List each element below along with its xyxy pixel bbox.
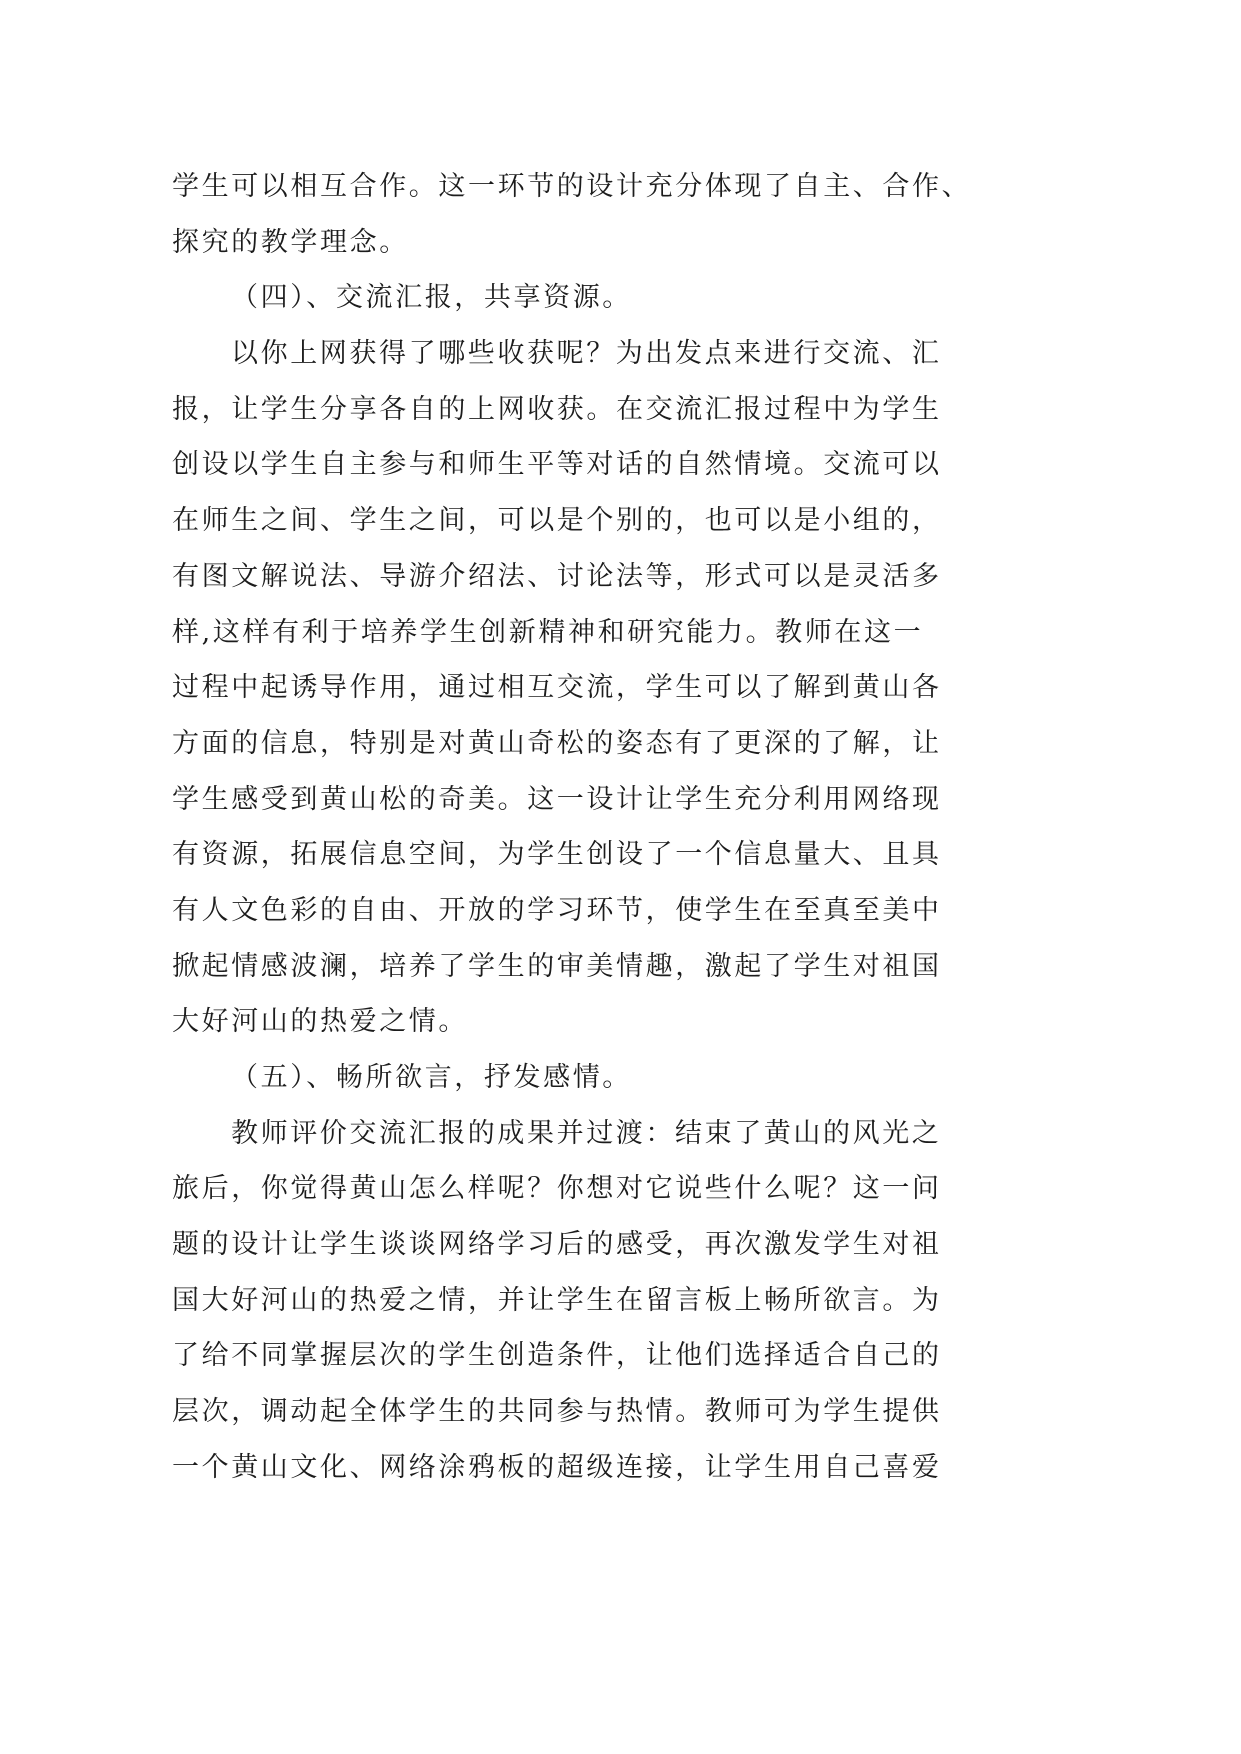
text-line: 以你上网获得了哪些收获呢？为出发点来进行交流、汇: [231, 338, 942, 370]
text-line: 有资源，拓展信息空间，为学生创设了一个信息量大、且具: [172, 839, 942, 871]
text-line: 学生感受到黄山松的奇美。这一设计让学生充分利用网络现: [172, 783, 942, 815]
text-line: 大好河山的热爱之情。: [172, 1006, 468, 1038]
text-line: 学生可以相互合作。这一环节的设计充分体现了自主、合作、: [172, 171, 972, 202]
text-line: 创设以学生自主参与和师生平等对话的自然情境。交流可以: [172, 449, 942, 481]
body-paragraph: [172, 159, 972, 270]
section-heading-text: （四）、交流汇报，共享资源。: [231, 282, 632, 314]
text-line: 旅后，你觉得黄山怎么样呢？你想对它说些什么呢？这一问: [172, 1173, 942, 1205]
section-heading-text: （五）、畅所欲言，抒发感情。: [231, 1062, 632, 1093]
text-line: 国大好河山的热爱之情，并让学生在留言板上畅所欲言。为: [172, 1284, 942, 1316]
body-paragraph: [172, 326, 952, 1050]
text-line: 有图文解说法、导游介绍法、讨论法等，形式可以是灵活多: [172, 560, 942, 592]
text-line: 教师评价交流汇报的成果并过渡：结束了黄山的风光之: [231, 1117, 942, 1149]
section-heading: [172, 270, 952, 326]
text-line: 报，让学生分享各自的上网收获。在交流汇报过程中为学生: [172, 393, 942, 425]
section-heading: [172, 1050, 952, 1106]
text-line: 样,这样有利于培养学生创新精神和研究能力。教师在这一: [172, 616, 924, 648]
text-line: 一个黄山文化、网络涂鸦板的超级连接，让学生用自己喜爱: [172, 1451, 942, 1483]
text-line: 题的设计让学生谈谈网络学习后的感受，再次激发学生对祖: [172, 1229, 942, 1261]
text-line: 探究的教学理念。: [172, 226, 409, 258]
text-line: 有人文色彩的自由、开放的学习环节，使学生在至真至美中: [172, 894, 942, 926]
text-line: 在师生之间、学生之间，可以是个别的，也可以是小组的，: [172, 505, 942, 537]
text-line: 了给不同掌握层次的学生创造条件，让他们选择适合自己的: [172, 1340, 942, 1372]
body-paragraph: [172, 1106, 952, 1496]
text-line: 方面的信息，特别是对黄山奇松的姿态有了更深的了解，让: [172, 727, 942, 759]
text-line: 过程中起诱导作用，通过相互交流，学生可以了解到黄山各: [172, 672, 942, 704]
document-body: [172, 159, 972, 1496]
text-line: 层次，调动起全体学生的共同参与热情。教师可为学生提供: [172, 1396, 942, 1428]
text-line: 掀起情感波澜，培养了学生的审美情趣，激起了学生对祖国: [172, 950, 942, 982]
